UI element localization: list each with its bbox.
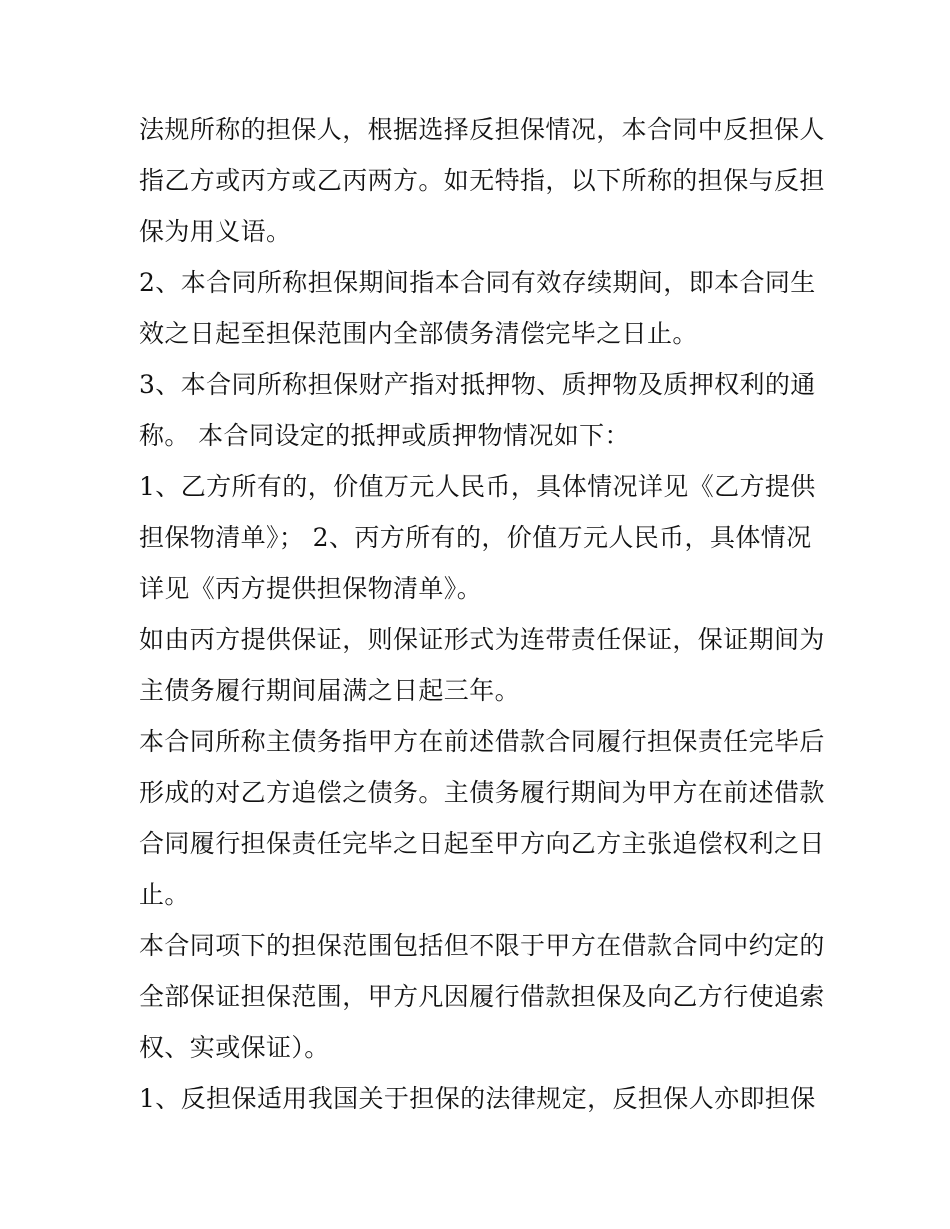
text-line: 形成的对乙方追偿之债务。主债务履行期间为甲方在前述借款 [139,778,825,807]
text-line: 合同履行担保责任完毕之日起至甲方向乙方主张追偿权利之日 [139,829,825,858]
text-line: 法规所称的担保人，根据选择反担保情况，本合同中反担保人 [139,115,825,144]
text-line: 指乙方或丙方或乙丙两方。如无特指，以下所称的担保与反担 [139,166,825,195]
text-line: 权、实或保证）。 [139,1033,330,1062]
text-line: 止。 [139,880,190,909]
text-line: 全部保证担保范围，甲方凡因履行借款担保及向乙方行使追索 [139,982,825,1011]
text-line: 2、本合同所称担保期间指本合同有效存续期间，即本合同生 [139,268,816,297]
text-line: 本合同项下的担保范围包括但不限于甲方在借款合同中约定的 [139,931,825,960]
text-line: 保为用义语。 [139,217,292,246]
text-line: 3、本合同所称担保财产指对抵押物、质押物及质押权利的通 [139,370,816,399]
text-line: 效之日起至担保范围内全部债务清偿完毕之日止。 [139,319,698,348]
text-line: 1、乙方所有的，价值万元人民币，具体情况详见《乙方提供 [139,472,816,501]
text-line: 如由丙方提供保证，则保证形式为连带责任保证，保证期间为 [139,625,825,654]
text-line: 称。 本合同设定的抵押或质押物情况如下： [139,421,630,450]
text-line: 主债务履行期间届满之日起三年。 [139,676,521,705]
text-line: 本合同所称主债务指甲方在前述借款合同履行担保责任完毕后 [139,727,825,756]
document-body [139,104,825,1124]
text-line: 担保物清单》； 2、丙方所有的，价值万元人民币，具体情况 [139,523,812,552]
text-line: 1、反担保适用我国关于担保的法律规定，反担保人亦即担保 [139,1084,816,1113]
text-line: 详见《丙方提供担保物清单》。 [139,574,483,603]
